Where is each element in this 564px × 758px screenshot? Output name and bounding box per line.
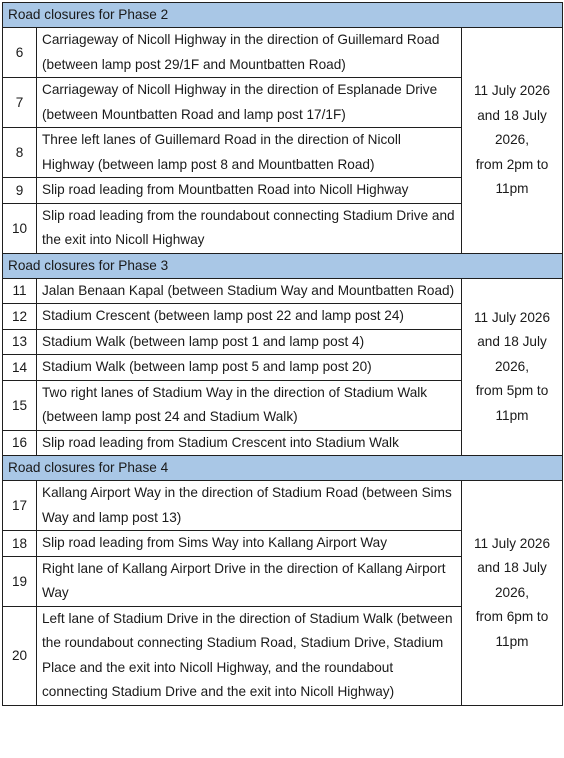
row-number: 16 [3,430,37,456]
phase-header-row [3,3,563,28]
table-row [3,278,563,304]
row-description: Slip road leading from Mountbatten Road into Nicoll Highway [37,178,462,204]
phase-3-section [3,253,563,456]
row-number: 18 [3,531,37,557]
row-description: Left lane of Stadium Drive in the direction of Stadium Walk (between the roundabout connecting Stadium Road, Stadium Drive, Stadium Place and the exit into Nicoll Highway, and the roundabout connecting Stadium Drive and the exit into Nicoll Highway) [37,606,462,705]
closure-time-line: 11pm [495,407,529,423]
row-number: 10 [3,203,37,253]
row-number: 14 [3,355,37,381]
closure-time-line: 11 July 2026 [473,535,551,551]
phase-header-row [3,253,563,278]
row-description: Two right lanes of Stadium Way in the direction of Stadium Walk (between lamp post 24 and Stadium Walk) [37,380,462,430]
closure-time-line: and 18 July [477,560,547,575]
closure-time-line: 2026, [494,584,530,600]
row-description: Carriageway of Nicoll Highway in the direction of Guillemard Road (between lamp post 29/1F and Mountbatten Road) [37,28,462,78]
closure-time-line: 11pm [495,633,529,649]
closure-time-line: 2026, [494,132,530,147]
row-description: Stadium Walk (between lamp post 1 and lamp post 4) [37,329,462,355]
closure-time-line: 11pm [495,181,529,196]
closure-time-line: from 6pm to [475,609,549,624]
row-number: 8 [3,128,37,178]
row-number: 20 [3,606,37,705]
closure-time [462,481,563,706]
row-description: Right lane of Kallang Airport Drive in the direction of Kallang Airport Way [37,556,462,606]
phase-header-row [3,456,563,481]
phase-2-section [3,3,563,254]
row-number: 6 [3,28,37,78]
row-number: 19 [3,556,37,606]
row-description: Carriageway of Nicoll Highway in the direction of Esplanade Drive (between Mountbatten Road and lamp post 17/1F) [37,78,462,128]
closure-time [462,278,563,456]
row-description: Kallang Airport Way in the direction of Stadium Road (between Sims Way and lamp post 13) [37,481,462,531]
road-closures-table [2,2,563,706]
closure-time-line: and 18 July [477,334,547,349]
row-description: Jalan Benaan Kapal (between Stadium Way and Mountbatten Road) [37,278,462,304]
closure-time-line: from 2pm to [475,156,549,172]
row-description: Slip road leading from the roundabout connecting Stadium Drive and the exit into Nicoll Highway [37,203,462,253]
phase-header: Road closures for Phase 2 [3,3,563,28]
row-number: 13 [3,329,37,355]
row-number: 7 [3,78,37,128]
row-number: 17 [3,481,37,531]
row-description: Slip road leading from Stadium Crescent into Stadium Walk [37,430,462,456]
phase-header: Road closures for Phase 4 [3,456,563,481]
row-number: 15 [3,380,37,430]
row-number: 11 [3,278,37,304]
row-description: Stadium Crescent (between lamp post 22 and lamp post 24) [37,304,462,330]
closure-time-line: 11 July 2026 [473,83,551,98]
closure-time-line: from 5pm to [475,383,549,398]
phase-header: Road closures for Phase 3 [3,253,563,278]
closure-time-line: and 18 July [477,107,547,123]
row-description: Slip road leading from Sims Way into Kallang Airport Way [37,531,462,557]
row-description: Stadium Walk (between lamp post 5 and lamp post 20) [37,355,462,381]
closure-time [462,28,563,254]
row-number: 9 [3,178,37,204]
table-row [3,28,563,78]
row-description: Three left lanes of Guillemard Road in the direction of Nicoll Highway (between lamp post 8 and Mountbatten Road) [37,128,462,178]
closure-time-line: 2026, [494,358,530,374]
row-number: 12 [3,304,37,330]
table-row [3,481,563,531]
phase-4-section [3,456,563,706]
closure-time-line: 11 July 2026 [473,309,551,325]
